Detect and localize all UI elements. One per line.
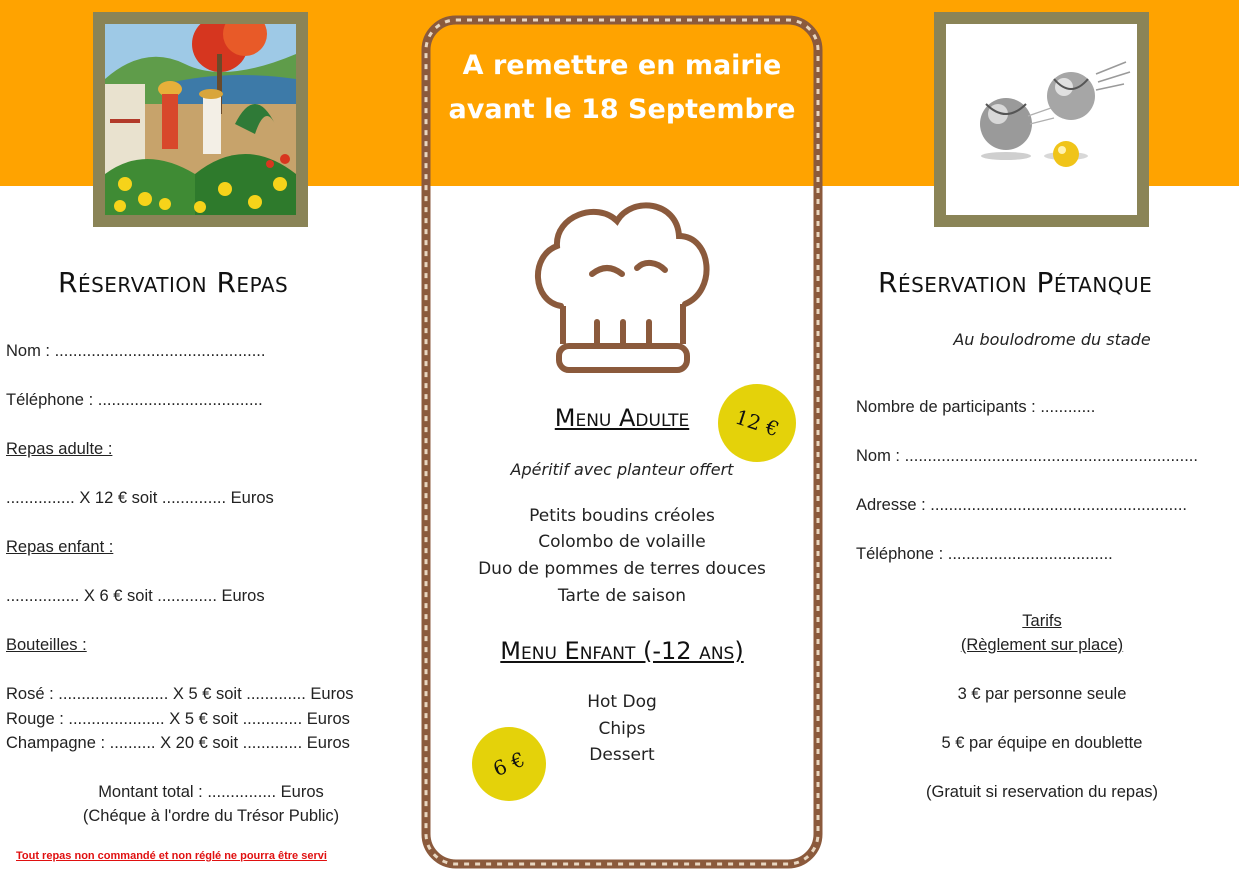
rose-field[interactable]: Rosé : ........................ X 5 € soit ............. Euros xyxy=(6,685,354,703)
petanque-title: Réservation Pétanque xyxy=(878,266,1153,299)
participants-field[interactable]: Nombre de participants : ............ xyxy=(856,398,1096,416)
petanque-nom-field[interactable]: Nom : ................................................................ xyxy=(856,447,1198,465)
child-price-badge xyxy=(472,727,546,801)
tarif-single: 3 € par personne seule xyxy=(957,685,1127,703)
repas-adulte-label: Repas adulte : xyxy=(6,440,113,458)
headline-line2: avant le 18 Septembre xyxy=(448,94,796,125)
warning-note: Tout repas non commandé et non réglé ne pourra être servi xyxy=(16,850,327,862)
repas-adulte-field[interactable]: ............... X 12 € soit .............. Euros xyxy=(6,489,274,507)
petanque-balls-image xyxy=(946,24,1137,215)
chef-hat-icon xyxy=(527,196,717,376)
adult-item-2: Colombo de volaille xyxy=(538,532,706,552)
headline-line1: A remettre en mairie xyxy=(462,50,782,81)
repas-enfant-label: Repas enfant : xyxy=(6,538,114,556)
tarifs-label: Tarifs xyxy=(1022,612,1062,630)
aperitif-text: Apéritif avec planteur offert xyxy=(510,460,734,479)
reglement-label: (Règlement sur place) xyxy=(960,636,1124,654)
caribbean-painting-frame xyxy=(93,12,308,227)
repas-enfant-field[interactable]: ................ X 6 € soit ............. Euros xyxy=(6,587,265,605)
cheque-note: (Chéque à l'ordre du Trésor Public) xyxy=(82,807,340,825)
adresse-field[interactable]: Adresse : ........................................................ xyxy=(856,496,1187,514)
repas-telephone-field[interactable]: Téléphone : .................................... xyxy=(6,391,263,409)
child-item-3: Dessert xyxy=(589,745,655,765)
menu-adult-title: Menu Adulte xyxy=(554,404,690,432)
adult-price-badge xyxy=(718,384,796,462)
champagne-field[interactable]: Champagne : .......... X 20 € soit ............. Euros xyxy=(6,734,350,752)
tarif-doublette: 5 € par équipe en doublette xyxy=(941,734,1143,752)
petanque-frame xyxy=(934,12,1149,227)
montant-total-field[interactable]: Montant total : ............... Euros xyxy=(98,783,324,801)
child-item-1: Hot Dog xyxy=(587,692,657,712)
deadline-headline xyxy=(418,44,826,132)
petanque-subtitle: Au boulodrome du stade xyxy=(953,330,1151,349)
gratuit-note: (Gratuit si reservation du repas) xyxy=(925,783,1158,801)
bouteilles-label: Bouteilles : xyxy=(6,636,87,654)
adult-item-1: Petits boudins créoles xyxy=(529,506,715,526)
adult-item-4: Tarte de saison xyxy=(557,586,687,606)
child-price: 6 € xyxy=(489,746,529,782)
repas-title: Réservation Repas xyxy=(58,266,289,299)
menu-child-title: Menu Enfant (-12 ans) xyxy=(500,637,744,665)
caribbean-painting-image xyxy=(105,24,296,215)
adult-price: 12 € xyxy=(732,404,782,442)
rouge-field[interactable]: Rouge : ..................... X 5 € soit ............. Euros xyxy=(6,710,350,728)
repas-nom-field[interactable]: Nom : .............................................. xyxy=(6,342,266,360)
child-item-2: Chips xyxy=(598,719,646,739)
adult-item-3: Duo de pommes de terres douces xyxy=(478,559,766,579)
petanque-telephone-field[interactable]: Téléphone : .................................... xyxy=(856,545,1113,563)
